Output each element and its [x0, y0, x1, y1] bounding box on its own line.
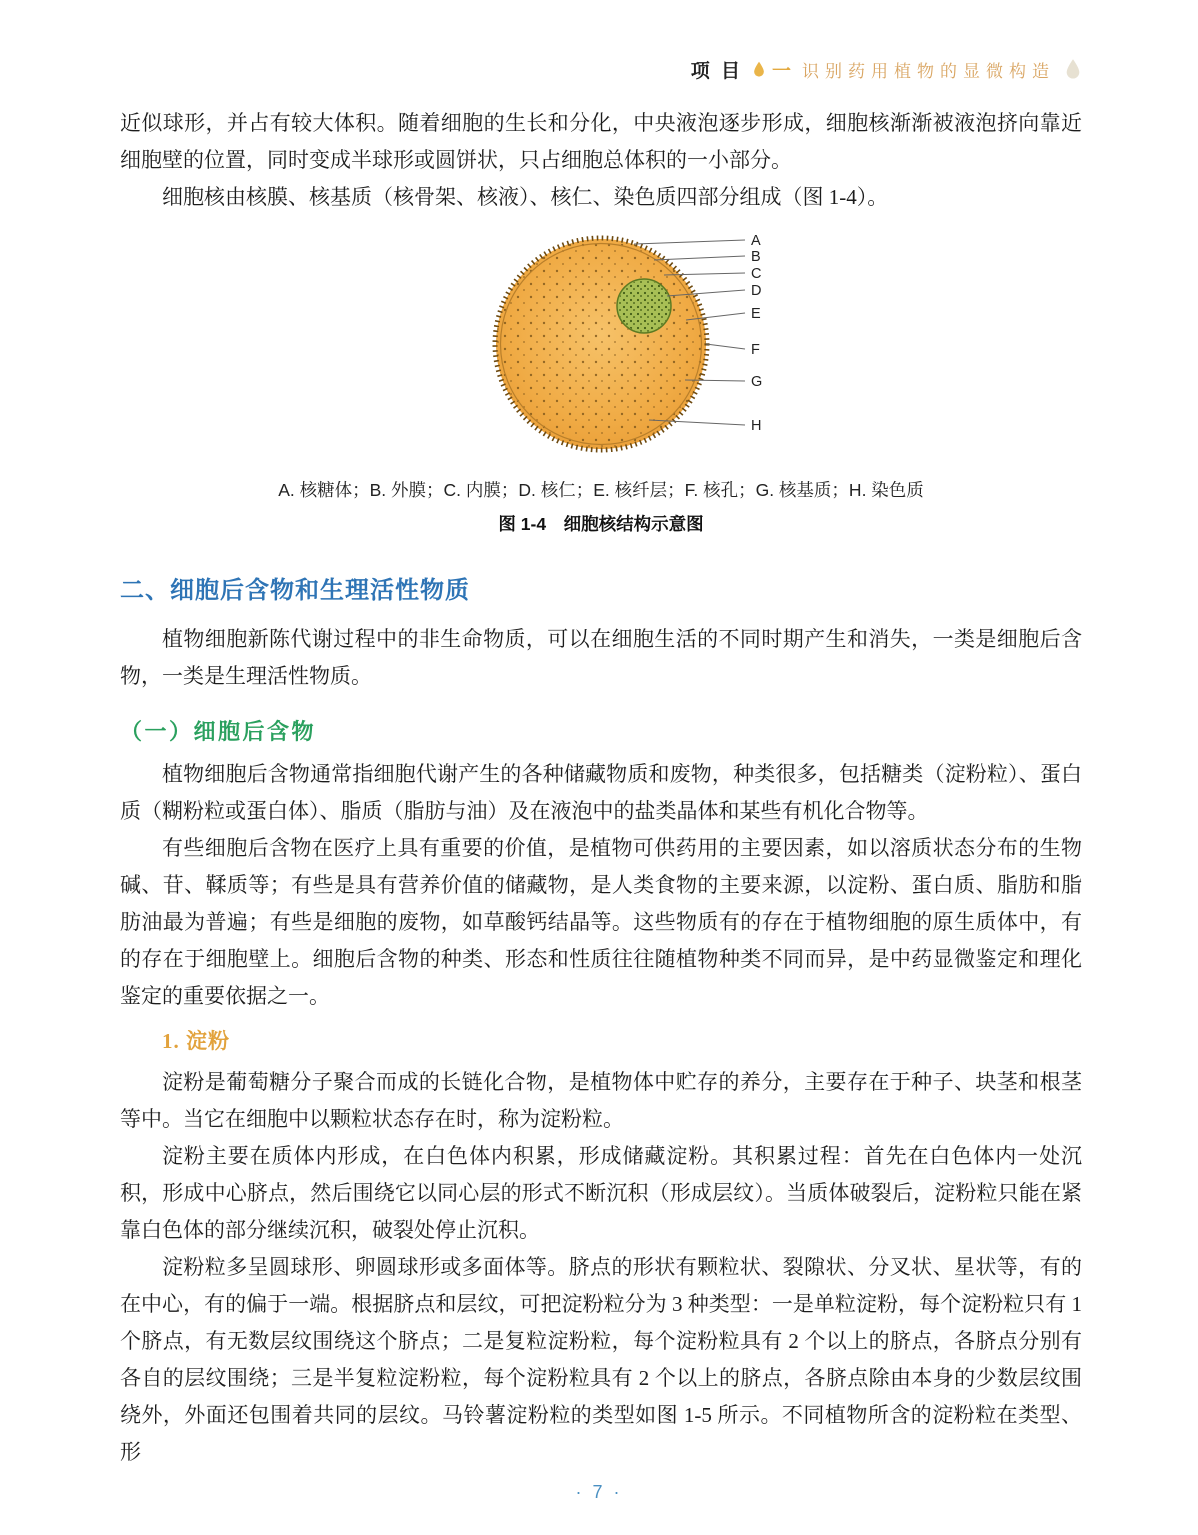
figure-label-d: D: [751, 283, 762, 299]
corner-drop-icon: [1064, 58, 1082, 82]
starch-heading: 1. 淀粉: [162, 1029, 230, 1053]
nucleolus: [617, 279, 671, 333]
paragraph-intro-2: 细胞核由核膜、核基质（核骨架、核液）、核仁、染色质四部分组成（图 1-4）。: [162, 185, 889, 209]
starch-paragraph-1: 淀粉是葡萄糖分子聚合而成的长链化合物，是植物体中贮存的养分，主要存在于种子、块茎和根茎等中。当它在细胞中以颗粒状态存在时，称为淀粉粒。: [120, 1070, 1082, 1131]
figure-label-c: C: [751, 266, 762, 282]
figure-key: A. 核糖体；B. 外膜；C. 内膜；D. 核仁；E. 核纤层；F. 核孔；G. 核基质；H. 染色质: [278, 480, 924, 500]
page-number: · 7 ·: [575, 1482, 623, 1502]
page-header: [120, 56, 1082, 83]
figure-1-4: [120, 228, 1082, 536]
subsection-heading: （一）细胞后含物: [120, 719, 317, 744]
figure-title: 图 1-4 细胞核结构示意图: [498, 514, 704, 534]
starch-paragraph-3: 淀粉粒多呈圆球形、卵圆球形或多面体等。脐点的形状有颗粒状、裂隙状、分叉状、星状等，有的在中心，有的偏于一端。根据脐点和层纹，可把淀粉粒分为 3 种类型：一是单粒淀粉，每个淀粉粒只有 1 个脐点，有无数层纹围绕这个脐点；二是复粒淀粉粒，每个淀粉粒具有 2 个以上的脐点，各脐点分别有各自的层纹围绕；三是半复粒淀粉粒，每个淀粉粒具有 2 个以上的脐点，各脐点除由本身的少数层纹围绕外，外面还包围着共同的层纹。马铃薯淀粉粒的类型如图 1-5 所示。不同植物所含的淀粉粒在类型、形: [120, 1255, 1082, 1464]
subsection-paragraph-1: 植物细胞后含物通常指细胞代谢产生的各种储藏物质和废物，种类很多，包括糖类（淀粉粒）、蛋白质（糊粉粒或蛋白体）、脂质（脂肪与油）及在液泡中的盐类晶体和某些有机化合物等。: [120, 762, 1082, 823]
figure-label-f: F: [751, 342, 760, 358]
water-drop-icon: [752, 61, 766, 79]
section-paragraph-1: 植物细胞新陈代谢过程中的非生命物质，可以在细胞生活的不同时期产生和消失，一类是细胞后含物，一类是生理活性物质。: [120, 627, 1082, 688]
nucleus-body: [495, 238, 707, 450]
figure-label-b: B: [751, 249, 761, 265]
figure-label-a: A: [751, 233, 761, 249]
project-label: 项 目: [690, 61, 743, 82]
nucleus-diagram: [489, 228, 779, 460]
page-body: [120, 105, 1082, 1471]
figure-label-g: G: [751, 374, 763, 390]
starch-paragraph-2: 淀粉主要在质体内形成，在白色体内积累，形成储藏淀粉。其积累过程：首先在白色体内一处沉积，形成中心脐点，然后围绕它以同心层的形式不断沉积（形成层纹）。当质体破裂后，淀粉粒只能在紧靠白色体的部分继续沉积，破裂处停止沉积。: [120, 1144, 1082, 1242]
page-footer: [0, 1482, 1198, 1503]
subsection-paragraph-2: 有些细胞后含物在医疗上具有重要的价值，是植物可供药用的主要因素，如以溶质状态分布的生物碱、苷、鞣质等；有些是具有营养价值的储藏物，是人类食物的主要来源，以淀粉、蛋白质、脂肪和脂肪油最为普遍；有些是细胞的废物，如草酸钙结晶等。这些物质有的存在于植物细胞的原生质体中，有的存在于细胞壁上。细胞后含物的种类、形态和性质往往随植物种类不同而异，是中药显微鉴定和理化鉴定的重要依据之一。: [120, 836, 1082, 1008]
figure-label-h: H: [751, 418, 762, 434]
figure-label-e: E: [751, 306, 761, 322]
chapter-title: 识别药用植物的显微构造: [802, 62, 1055, 81]
section-heading: 二、细胞后含物和生理活性物质: [120, 577, 470, 604]
project-number: 一: [771, 61, 791, 82]
paragraph-intro-1: 近似球形，并占有较大体积。随着细胞的生长和分化，中央液泡逐步形成，细胞核渐渐被液泡挤向靠近细胞壁的位置，同时变成半球形或圆饼状，只占细胞总体积的一小部分。: [120, 111, 1082, 172]
